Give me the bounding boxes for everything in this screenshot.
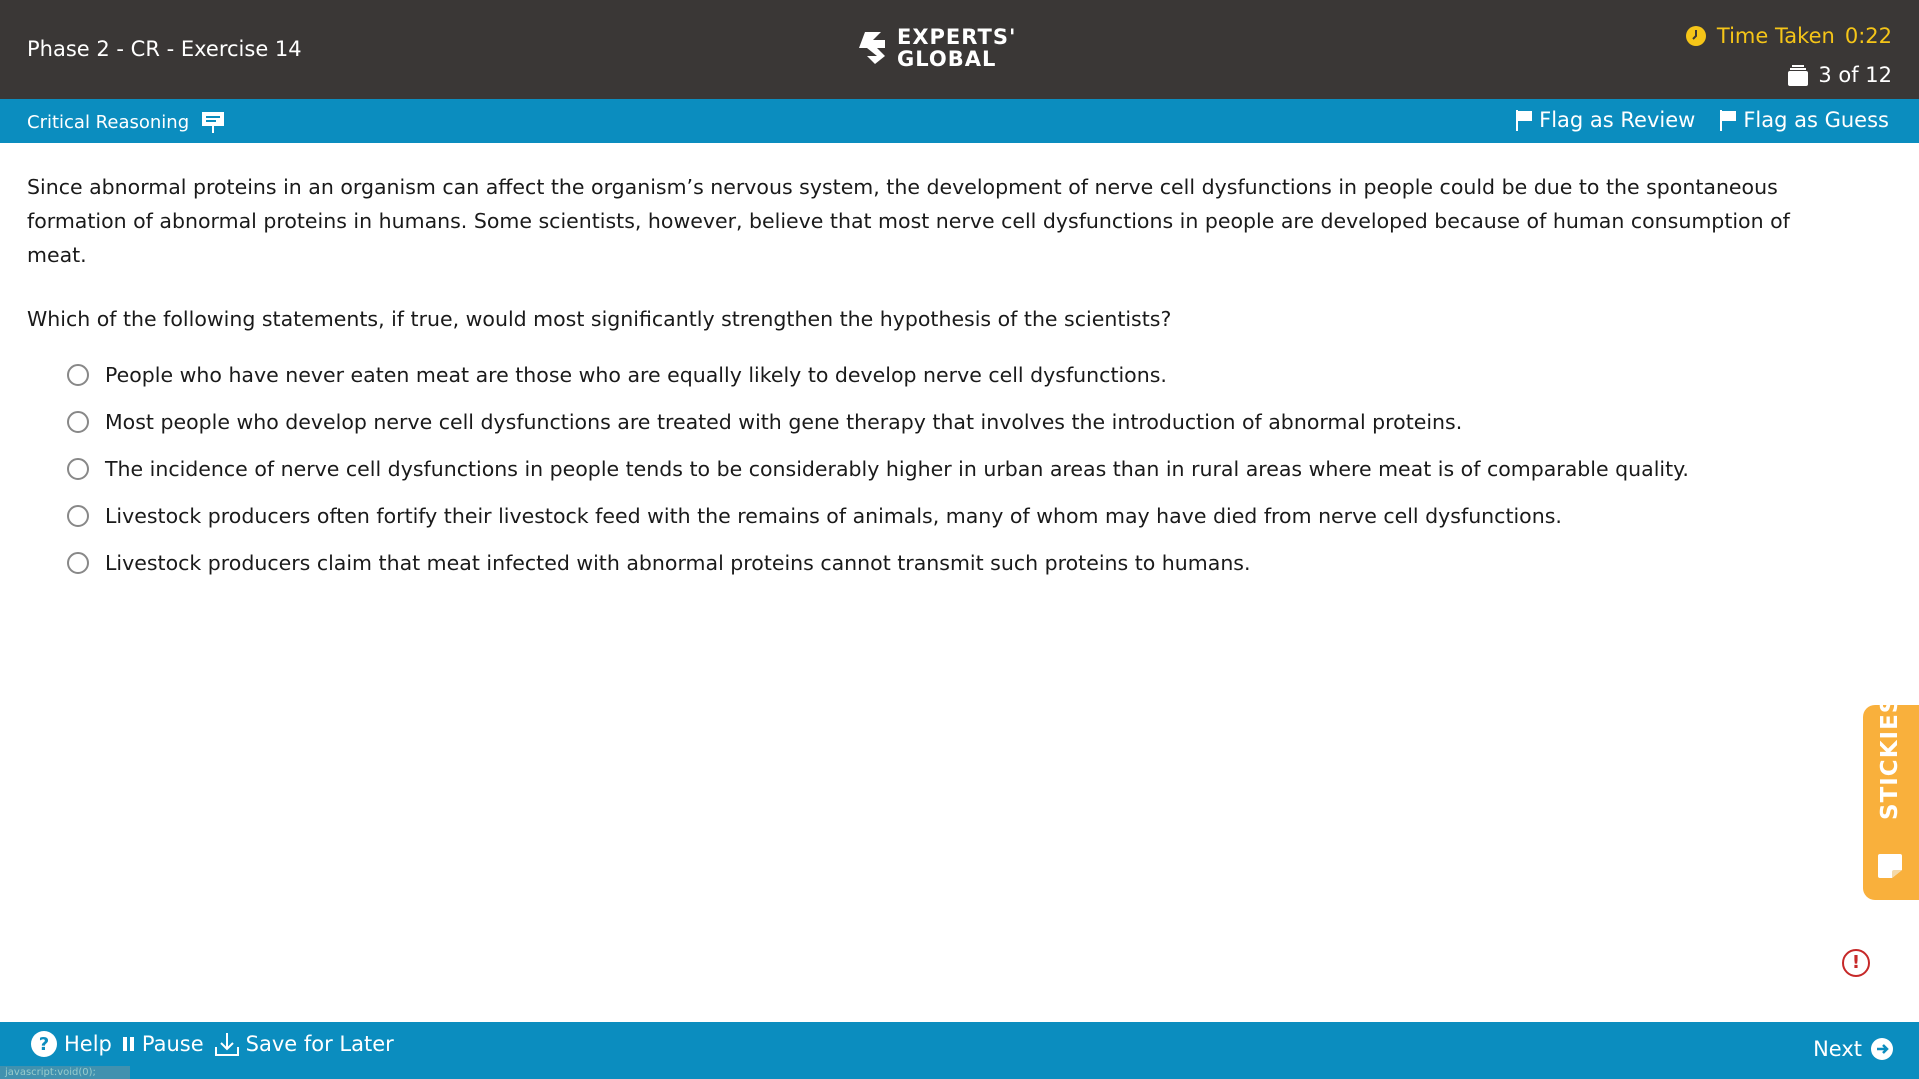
radio-button[interactable] <box>67 458 89 480</box>
question-stem: Which of the following statements, if true, would most significantly strengthen the hypothesis of the scientists? <box>27 307 1172 331</box>
flag-guess-button[interactable]: Flag as Guess <box>1719 108 1889 132</box>
radio-button[interactable] <box>67 364 89 386</box>
passage: Since abnormal proteins in an organism can affect the organism’s nervous system, the development of nerve cell dysfunctions in people could be due to the spontaneous formation of abnormal proteins in humans. Some scientists, however, believe that most nerve cell dysfunctions in people are developed because of human consumption of meat. <box>27 175 1790 267</box>
exercise-title: Phase 2 - CR - Exercise 14 <box>27 37 302 61</box>
flag-icon <box>1515 109 1533 131</box>
next-button[interactable]: Next <box>1813 1037 1894 1061</box>
logo: EXPERTS' GLOBAL <box>855 26 1016 70</box>
section-label: Critical Reasoning <box>27 110 225 134</box>
footer <box>0 1022 1919 1079</box>
answer-option[interactable]: Most people who develop nerve cell dysfunctions are treated with gene therapy that involves the introduction of abnormal proteins. <box>67 398 1827 445</box>
help-icon <box>30 1030 58 1058</box>
answer-option[interactable]: Livestock producers often fortify their livestock feed with the remains of animals, many of whom may have died from nerve cell dysfunctions. <box>67 492 1827 539</box>
sticky-note-icon <box>1876 852 1904 880</box>
svg-text:?: ? <box>38 1034 50 1055</box>
answer-option[interactable]: The incidence of nerve cell dysfunctions in people tends to be considerably higher in urban areas than in rural areas where meat is of comparable quality. <box>67 445 1827 492</box>
radio-button[interactable] <box>67 505 89 527</box>
flag-icon <box>1719 109 1737 131</box>
timer: Time Taken 0:22 <box>1685 24 1892 48</box>
stickies-tab[interactable]: STICKIES <box>1863 705 1919 900</box>
question-counter: 3 of 12 <box>1788 63 1892 87</box>
download-icon <box>214 1031 240 1057</box>
answer-options <box>67 351 1827 586</box>
logo-icon <box>855 28 889 68</box>
radio-button[interactable] <box>67 552 89 574</box>
question-content <box>27 170 1827 586</box>
report-issue-icon[interactable]: ! <box>1842 949 1870 977</box>
browser-status-bar: javascript:void(0); <box>0 1066 130 1079</box>
radio-button[interactable] <box>67 411 89 433</box>
clock-icon <box>1685 25 1707 47</box>
help-button[interactable]: ? Help <box>30 1030 112 1058</box>
answer-option[interactable]: Livestock producers claim that meat infected with abnormal proteins cannot transmit such proteins to humans. <box>67 539 1827 586</box>
stack-icon <box>1788 64 1808 86</box>
pause-icon <box>122 1035 136 1053</box>
header <box>0 0 1919 99</box>
presentation-icon[interactable] <box>201 110 225 134</box>
answer-option[interactable]: People who have never eaten meat are those who are equally likely to develop nerve cell dysfunctions. <box>67 351 1827 398</box>
flag-review-button[interactable]: Flag as Review <box>1515 108 1695 132</box>
save-for-later-button[interactable]: Save for Later <box>214 1031 394 1057</box>
section-bar <box>0 99 1919 143</box>
pause-button[interactable]: Pause <box>122 1032 204 1056</box>
arrow-right-circle-icon <box>1870 1037 1894 1061</box>
